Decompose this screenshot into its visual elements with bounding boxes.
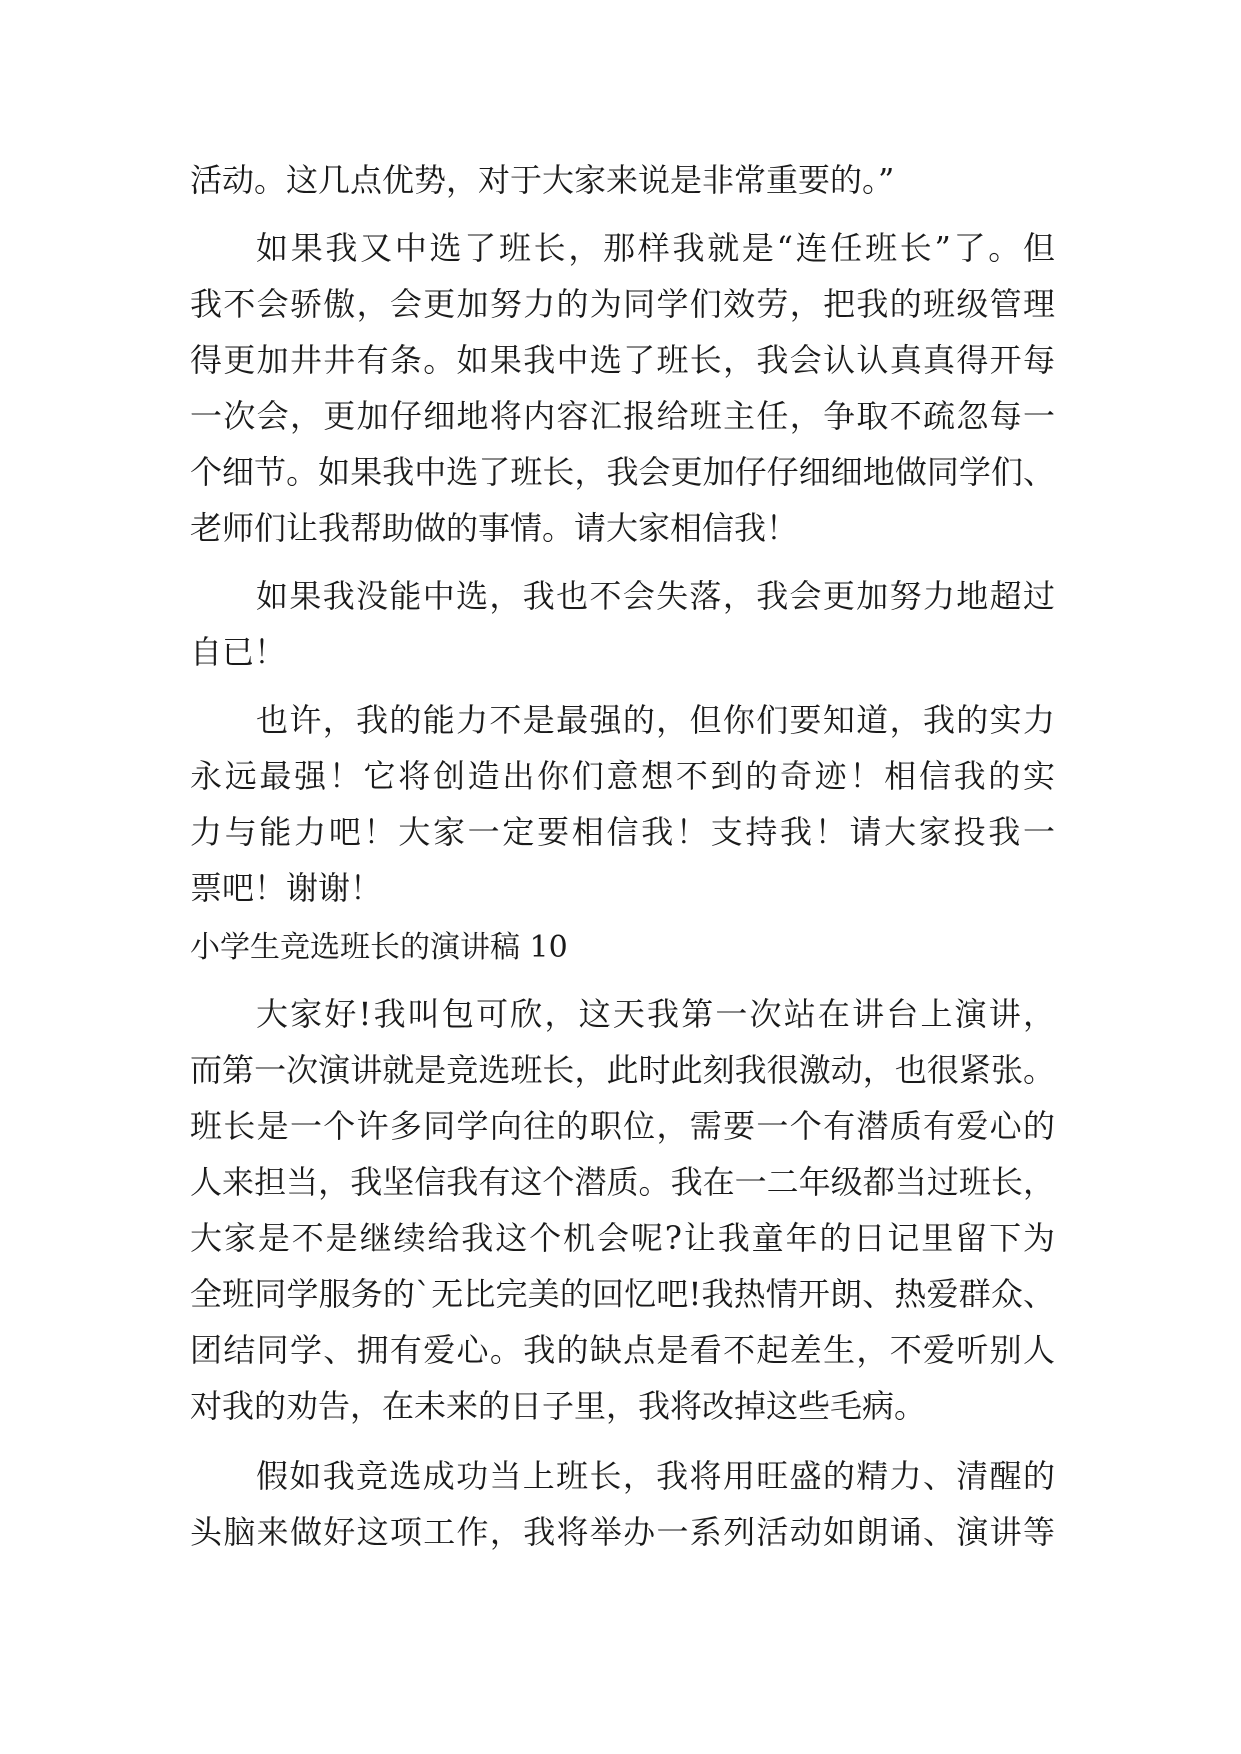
paragraph-line: 自已！ xyxy=(190,633,287,671)
paragraph-line: 如果我没能中选，我也不会失落，我会更加努力地超过 xyxy=(256,577,1055,615)
paragraph-line: 大家好!我叫包可欣，这天我第一次站在讲台上演讲， xyxy=(256,995,1055,1033)
paragraph-line: 永远最强！它将创造出你们意想不到的奇迹！相信我的实 xyxy=(190,757,1055,795)
paragraph-line: 也许，我的能力不是最强的，但你们要知道，我的实力 xyxy=(256,701,1055,739)
paragraph-line: 人来担当，我坚信我有这个潜质。我在一二年级都当过班长， xyxy=(190,1163,1055,1201)
paragraph-line: 头脑来做好这项工作，我将举办一系列活动如朗诵、演讲等 xyxy=(190,1513,1055,1551)
paragraph-line: 班长是一个许多同学向往的职位，需要一个有潜质有爱心的 xyxy=(190,1107,1055,1145)
paragraph-line: 对我的劝告，在未来的日子里，我将改掉这些毛病。 xyxy=(190,1387,927,1425)
paragraph-line: 大家是不是继续给我这个机会呢?让我童年的日记里留下为 xyxy=(190,1219,1055,1257)
paragraph-line: 活动。这几点优势，对于大家来说是非常重要的。” xyxy=(190,161,895,199)
paragraph-line: 如果我又中选了班长，那样我就是“连任班长”了。但 xyxy=(256,229,1055,267)
paragraph-line: 得更加井井有条。如果我中选了班长，我会认认真真得开每 xyxy=(190,341,1055,379)
paragraph-line: 老师们让我帮助做的事情。请大家相信我！ xyxy=(190,509,799,547)
paragraph-line: 票吧！谢谢！ xyxy=(190,869,383,907)
paragraph-line: 个细节。如果我中选了班长，我会更加仔仔细细地做同学们、 xyxy=(190,453,1055,491)
paragraph-line: 而第一次演讲就是竞选班长，此时此刻我很激动，也很紧张。 xyxy=(190,1051,1055,1089)
paragraph-line: 一次会，更加仔细地将内容汇报给班主任，争取不疏忽每一 xyxy=(190,397,1055,435)
paragraph-line: 团结同学、拥有爱心。我的缺点是看不起差生，不爱听别人 xyxy=(190,1331,1055,1369)
paragraph-line: 假如我竞选成功当上班长，我将用旺盛的精力、清醒的 xyxy=(256,1457,1055,1495)
section-heading: 小学生竞选班长的演讲稿 10 xyxy=(190,930,568,965)
paragraph-line: 我不会骄傲，会更加努力的为同学们效劳，把我的班级管理 xyxy=(190,285,1055,323)
paragraph-line: 全班同学服务的`无比完美的回忆吧!我热情开朗、热爱群众、 xyxy=(190,1275,1055,1313)
paragraph-line: 力与能力吧！大家一定要相信我！支持我！请大家投我一 xyxy=(190,813,1055,851)
